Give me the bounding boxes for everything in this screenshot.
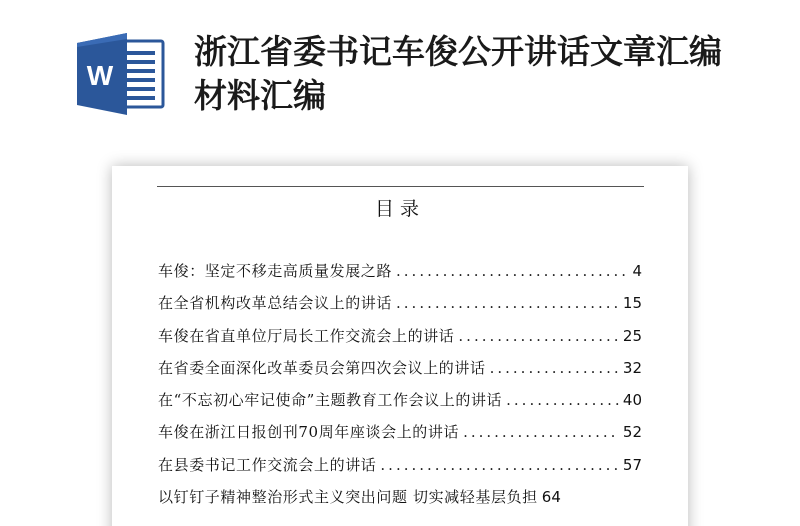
toc-entry[interactable] [158, 486, 642, 518]
toc-leader-dots [458, 327, 619, 345]
toc-entry-page: 57 [622, 455, 642, 474]
toc-entry[interactable] [158, 292, 642, 324]
toc-entry-page: 52 [622, 423, 642, 442]
toc-entry-page: 40 [622, 391, 642, 410]
word-icon-letter: W [86, 60, 114, 91]
toc-leader-dots [380, 456, 619, 474]
toc-entry-title: 在全省机构改革总结会议上的讲话 [158, 294, 393, 313]
toc-entry-page: 4 [632, 262, 642, 280]
toc-entry[interactable] [158, 325, 642, 357]
toc-entry-page: 32 [622, 358, 642, 377]
page-title: 浙江省委书记车俊公开讲话文章汇编材料汇编 [194, 32, 722, 115]
document-page [112, 166, 688, 526]
toc-entry-title: 车俊在省直单位厅局长工作交流会上的讲话 [158, 326, 455, 345]
word-icon [77, 33, 165, 115]
toc-entry[interactable] [158, 260, 642, 292]
toc-entry[interactable] [158, 357, 642, 389]
header-rule [157, 186, 644, 187]
toc-heading: 目录 [374, 198, 425, 220]
toc-entry[interactable] [158, 389, 642, 421]
toc-entry-page: 64 [541, 488, 561, 507]
toc-leader-dots [396, 262, 628, 280]
toc-entry-title: 车俊：坚定不移走高质量发展之路 [158, 262, 393, 280]
toc-entry-title: 在省委全面深化改革委员会第四次会议上的讲话 [158, 358, 486, 377]
toc-entry-title: 在“不忘初心牢记使命”主题教育工作会议上的讲话 [158, 391, 503, 410]
toc-leader-dots [396, 294, 619, 312]
toc-entry-title: 在县委书记工作交流会上的讲话 [158, 455, 377, 474]
toc-entry[interactable] [158, 454, 642, 486]
toc-entry-title: 车俊在浙江日报创刊70周年座谈会上的讲话 [158, 423, 460, 442]
toc-leader-dots [506, 391, 619, 409]
toc-leader-dots [463, 423, 619, 441]
table-of-contents [158, 260, 642, 518]
toc-entry-page: 15 [622, 294, 642, 313]
toc-entry[interactable] [158, 421, 642, 453]
toc-leader-dots [490, 359, 619, 377]
toc-entry-page: 25 [622, 326, 642, 345]
toc-entry-title: 以钉钉子精神整治形式主义突出问题 切实减轻基层负担 [158, 488, 538, 507]
